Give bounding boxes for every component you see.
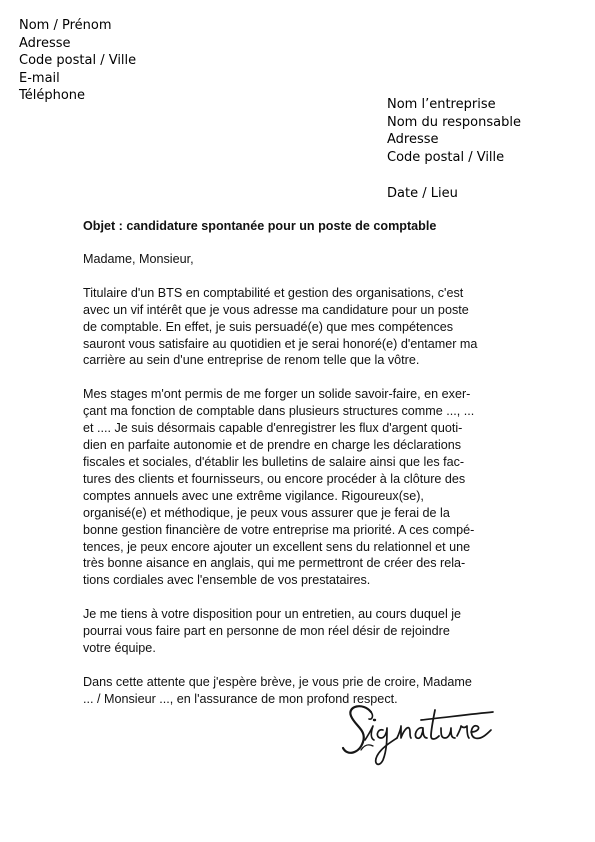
sender-block: [19, 17, 136, 105]
sender-email: E-mail: [19, 70, 60, 86]
letter-body: [83, 218, 523, 708]
text-line: carrière au sein d'une entreprise de renom telle que la vôtre.: [83, 353, 420, 368]
text-line: Je me tiens à votre disposition pour un entretien, au cours duquel je: [83, 607, 462, 622]
text-line: très bonne aisance en anglais, qui me permettront de créer des rela-: [83, 556, 466, 571]
text-line: fiscales et sociales, d'établir les bulletins de salaire ainsi que les fac-: [83, 454, 465, 469]
recipient-postal-city: Code postal / Ville: [387, 149, 505, 165]
recipient-company: Nom l’entreprise: [387, 97, 496, 112]
text-line: et .... Je suis désormais capable d'enregistrer les flux d'argent quoti-: [83, 421, 463, 436]
text-line: sauront vous satisfaire au quotidien et je serai honoré(e) d'entamer ma: [83, 336, 478, 351]
recipient-block: [387, 96, 521, 166]
text-line: de comptable. En effet, je suis persuadé(e) que mes compétences: [83, 319, 454, 334]
paragraph-interview: [83, 606, 523, 657]
recipient-manager: Nom du responsable: [387, 114, 521, 130]
text-line: Titulaire d'un BTS en comptabilité et gestion des organisations, c'est: [83, 285, 464, 300]
letter-subject: Objet : candidature spontanée pour un poste de comptable: [83, 219, 437, 233]
sender-postal-city: Code postal / Ville: [19, 53, 137, 69]
sender-phone: Téléphone: [19, 88, 86, 104]
date-place: Date / Lieu: [387, 186, 458, 201]
text-line: avec un vif intérêt que je vous adresse ma candidature pour un poste: [83, 302, 469, 317]
text-line: ... / Monsieur ..., en l'assurance de mon profond respect.: [83, 691, 398, 706]
text-line: tences, je peux encore ajouter un excellent sens du relationnel et une: [83, 539, 471, 554]
recipient-address: Adresse: [387, 132, 439, 148]
text-line: Dans cette attente que j'espère brève, je vous prie de croire, Madame: [83, 674, 472, 689]
text-line: pourrai vous faire part en personne de mon réel désir de rejoindre: [83, 624, 450, 639]
paragraph-experience: [83, 386, 523, 589]
text-line: votre équipe.: [83, 641, 156, 656]
text-line: comptes annuels avec une extrême vigilance. Rigoureux(se),: [83, 488, 424, 503]
paragraph-intro: [83, 285, 523, 370]
sender-address: Adresse: [19, 35, 71, 51]
handwritten-signature: [341, 700, 511, 770]
text-line: Mes stages m'ont permis de me forger un solide savoir-faire, en exer-: [83, 387, 471, 402]
letter-salutation: Madame, Monsieur,: [83, 251, 194, 266]
text-line: dien en parfaite autonomie et de prendre en charge les déclarations: [83, 438, 462, 453]
text-line: tures des clients et fournisseurs, ou encore procéder à la clôture des: [83, 471, 466, 486]
text-line: çant ma fonction de comptable dans plusieurs structures comme ..., ...: [83, 404, 475, 419]
text-line: bonne gestion financière de votre entreprise ma priorité. A ces compé-: [83, 522, 475, 537]
text-line: tions cordiales avec l'ensemble de vos prestataires.: [83, 573, 371, 588]
sender-name: Nom / Prénom: [19, 18, 112, 33]
text-line: organisé(e) et méthodique, je peux vous assurer que je ferai de la: [83, 505, 450, 520]
